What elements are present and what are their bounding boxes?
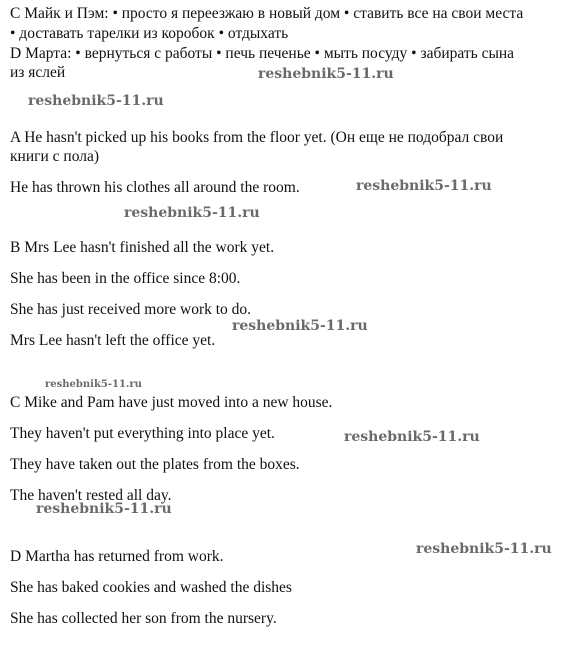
watermark: reshebnik5-11.ru: [28, 93, 164, 109]
d-line-3: She has collected her son from the nursery.: [10, 610, 277, 627]
ru-c-line-2: • доставать тарелки из коробок • отдыхать: [10, 25, 289, 42]
a-line-1: A He hasn't picked up his books from the floor yet. (Он еще не подобрал свои: [10, 129, 504, 146]
watermark: reshebnik5-11.ru: [344, 429, 480, 445]
watermark: reshebnik5-11.ru: [356, 178, 492, 194]
watermark: reshebnik5-11.ru: [416, 541, 552, 557]
d-line-1: D Martha has returned from work.: [10, 548, 224, 565]
watermark: reshebnik5-11.ru: [232, 318, 368, 334]
watermark: reshebnik5-11.ru: [36, 501, 172, 517]
ru-c-line-1: С Майк и Пэм: • просто я переезжаю в новый дом • ставить все на свои места: [10, 5, 524, 22]
d-line-2: She has baked cookies and washed the dishes: [10, 579, 292, 596]
a-line-3: He has thrown his clothes all around the room.: [10, 179, 300, 196]
c-line-3: They have taken out the plates from the boxes.: [10, 456, 300, 473]
b-line-2: She has been in the office since 8:00.: [10, 270, 241, 287]
b-line-4: Mrs Lee hasn't left the office yet.: [10, 332, 216, 349]
watermark: reshebnik5-11.ru: [45, 379, 142, 390]
watermark: reshebnik5-11.ru: [258, 66, 394, 82]
b-line-1: B Mrs Lee hasn't finished all the work yet.: [10, 239, 275, 256]
a-line-2: книги с пола): [10, 148, 100, 165]
ru-d-line-1: D Марта: • вернуться с работы • печь печенье • мыть посуду • забирать сына: [10, 45, 515, 62]
c-line-4: The haven't rested all day.: [10, 487, 172, 504]
watermark: reshebnik5-11.ru: [124, 205, 260, 221]
c-line-1: C Mike and Pam have just moved into a new house.: [10, 394, 333, 411]
c-line-2: They haven't put everything into place yet.: [10, 425, 275, 442]
ru-d-line-2: из яслей: [10, 64, 66, 81]
b-line-3: She has just received more work to do.: [10, 301, 252, 318]
